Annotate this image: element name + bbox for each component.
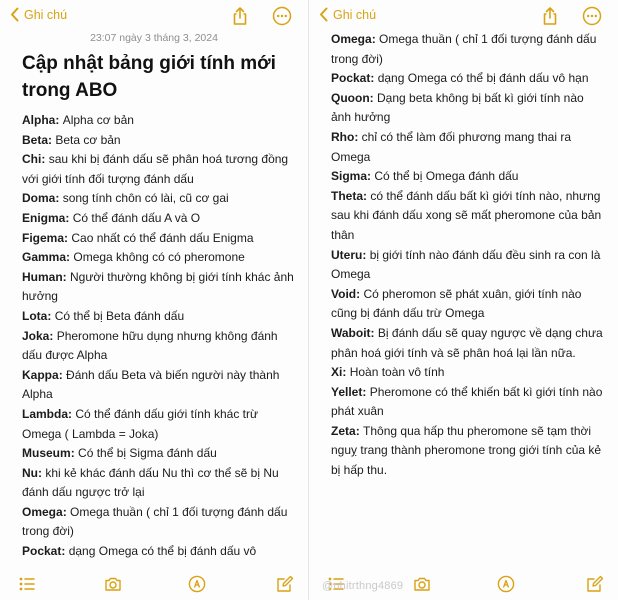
entry-item [22, 111, 294, 131]
entry-description: Người thường không bị giới tính khác ảnh hưởng [22, 269, 294, 304]
more-icon[interactable] [272, 6, 292, 26]
entry-term: Uteru [331, 247, 363, 262]
entry-item [331, 167, 604, 187]
entry-separator: : [70, 446, 79, 461]
checklist-icon[interactable] [18, 575, 36, 593]
entry-description: khi kẻ khác đánh dấu Nu thì cơ thể sẽ bị Nu đánh dấu ngược trở lại [22, 465, 279, 500]
share-icon[interactable] [230, 6, 250, 26]
entry-separator: : [354, 129, 362, 144]
entry-separator: : [369, 90, 377, 105]
entry-separator: : [58, 367, 67, 382]
entry-item [22, 229, 294, 249]
entry-description: bị giới tính nào đánh dấu đều sinh ra con là Omega [331, 247, 601, 282]
entry-description: Có thể bị Omega đánh dấu [374, 169, 519, 184]
compose-icon[interactable] [276, 575, 294, 593]
entry-description: Alpha cơ bản [62, 113, 134, 127]
entry-item [22, 464, 294, 503]
entry-description: Đánh dấu Beta và biến người này thành Alpha [22, 367, 280, 402]
entry-term: Yellet [331, 384, 363, 399]
entry-separator: : [342, 365, 350, 380]
entry-item [22, 131, 294, 151]
back-label: Ghi chú [24, 7, 68, 22]
note-screen-right [309, 0, 618, 600]
entry-term: Alpha [22, 113, 56, 127]
entry-item [331, 422, 604, 481]
entry-item [22, 150, 294, 189]
entry-description: Có thể đánh dấu giới tính khác trừ Omega ( Lambda = Joka) [22, 406, 259, 441]
entry-item [22, 503, 294, 542]
entry-separator: : [47, 308, 55, 323]
entry-description: dạng Omega có thể bị đánh dấu vô hạn [377, 71, 589, 86]
chevron-left-icon [10, 7, 19, 22]
top-bar [0, 0, 308, 32]
entry-description: Hoàn toàn vô tính [349, 365, 445, 380]
entry-term: Pockat [331, 71, 371, 86]
entry-separator: : [370, 71, 378, 86]
entry-term: Lambda [22, 406, 69, 421]
entry-term: Zeta [331, 423, 356, 438]
note-title: Cập nhật bảng giới tính mới trong ABO [22, 53, 276, 101]
entry-separator: : [61, 544, 69, 559]
entry-description: chỉ có thể làm đối phương mang thai ra Omega [331, 129, 572, 164]
entry-separator: : [362, 384, 370, 399]
back-button[interactable] [10, 7, 67, 22]
entry-separator: : [371, 32, 380, 46]
entry-term: Rho [331, 129, 355, 144]
entry-separator: : [64, 230, 72, 245]
entry-item [22, 366, 294, 405]
entry-description: Có thể bị Sigma đánh dấu [78, 446, 217, 461]
entry-item [331, 363, 604, 383]
entry-description: Có pheromon sẽ phát xuân, giới tính nào cũng bị đánh dấu trừ Omega [331, 286, 582, 321]
entry-term: Kappa [22, 367, 59, 382]
entry-item [331, 89, 604, 128]
entry-description: Dạng beta không bị bất kì giới tính nào ảnh hưởng [331, 90, 584, 125]
entry-item [22, 307, 294, 327]
entry-item [331, 324, 604, 363]
entry-description: song tính chôn có lài, cũ cơ gai [62, 191, 229, 206]
top-bar [309, 0, 618, 32]
entry-item [22, 444, 294, 464]
entry-description: Omega thuần ( chỉ 1 đối tượng đánh dấu trong đời) [331, 32, 597, 66]
entry-description: Thông qua hấp thu pheromone sẽ tạm thời nguỵ trang thành pheromone trong giới tính của kẻ bị hấp thu. [331, 423, 602, 478]
note-body[interactable] [22, 50, 294, 562]
entry-separator: : [355, 423, 364, 438]
entry-separator: : [62, 269, 71, 284]
entry-item [22, 327, 294, 366]
entry-separator: : [356, 286, 364, 301]
entry-description: Pheromone hữu dụng nhưng không đánh dấu được Alpha [22, 328, 278, 363]
markup-pen-icon[interactable] [188, 575, 206, 593]
entry-term: Figema [22, 230, 65, 245]
entry-separator: : [66, 250, 74, 265]
entry-separator: : [65, 210, 73, 225]
chevron-left-icon [319, 7, 328, 22]
more-icon[interactable] [582, 6, 602, 26]
entry-description: dạng Omega có thể bị đánh dấu vô [68, 544, 257, 559]
bottom-toolbar [0, 574, 308, 600]
entry-description: sau khi bị đánh dấu sẽ phân hoá tương đồng với giới tính đối tượng đánh dấu [22, 152, 289, 186]
entry-term: Enigma [22, 210, 66, 225]
entry-item [22, 268, 294, 307]
entry-description: Pheromone có thể khiến bất kì giới tính nào phát xuân [331, 384, 603, 419]
camera-icon[interactable] [413, 575, 431, 593]
entry-term: Chi [22, 152, 42, 167]
entry-description: Beta cơ bản [55, 132, 121, 147]
note-body[interactable] [331, 30, 604, 481]
entry-description: Có thể đánh dấu A và O [72, 210, 201, 225]
entry-term: Theta [331, 188, 364, 203]
entry-description: Có thể bị Beta đánh dấu [54, 308, 185, 323]
note-timestamp: 23:07 ngày 3 tháng 3, 2024 [90, 32, 218, 44]
entry-term: Quoon [331, 90, 370, 105]
entry-item [331, 285, 604, 324]
entry-term: Lota [22, 308, 48, 323]
entry-separator: : [48, 132, 56, 147]
camera-icon[interactable] [104, 575, 122, 593]
entry-separator: : [367, 169, 375, 184]
entry-description: có thể đánh dấu bất kì giới tính nào, nhưng sau khi đánh dấu xong sẽ mất pheromone của bản thân [331, 188, 602, 242]
entry-separator: : [363, 188, 371, 203]
entry-term: Museum [22, 446, 71, 461]
markup-pen-icon[interactable] [497, 575, 515, 593]
entry-term: Beta [22, 132, 49, 147]
compose-icon[interactable] [586, 575, 604, 593]
entry-description: Bị đánh dấu sẽ quay ngược về dạng chưa phân hoá giới tính và sẽ phân hoá lại lần nữa. [331, 325, 603, 360]
entry-term: Sigma [331, 169, 368, 184]
entry-term: Pockat [22, 544, 62, 559]
entry-separator: : [55, 191, 63, 206]
entry-item [331, 246, 604, 285]
back-button[interactable] [319, 7, 376, 22]
entry-item [331, 187, 604, 246]
entry-item [22, 248, 294, 268]
entry-term: Human [22, 269, 63, 284]
entry-separator: : [68, 406, 76, 421]
entry-term: Joka [22, 328, 50, 343]
back-label: Ghi chú [333, 7, 377, 22]
entry-term: Omega [22, 504, 63, 519]
entry-term: Waboit [331, 325, 371, 340]
entry-term: Doma [22, 191, 56, 206]
entry-separator: : [370, 325, 378, 340]
entry-item [22, 405, 294, 444]
share-icon[interactable] [540, 6, 560, 26]
entry-term: Nu [22, 465, 38, 480]
entry-separator: : [55, 113, 63, 127]
entry-item [331, 128, 604, 167]
entry-separator: : [41, 152, 49, 167]
entry-separator: : [362, 247, 370, 262]
entry-description: Cao nhất có thể đánh dấu Enigma [71, 230, 254, 245]
entry-term: Void [331, 286, 357, 301]
entry-item [331, 69, 604, 89]
watermark: @nhitrthng4869 [322, 580, 404, 592]
entry-item [22, 542, 294, 562]
entry-item [331, 30, 604, 69]
entry-list [22, 111, 294, 562]
entry-description: Omega không có có pheromone [73, 250, 245, 265]
entry-separator: : [49, 328, 57, 343]
entry-term: Omega [331, 32, 372, 46]
entry-term: Gamma [22, 250, 67, 265]
entry-separator: : [38, 465, 46, 480]
entry-list [331, 30, 604, 481]
entry-item [22, 209, 294, 229]
entry-term: Xi [331, 365, 343, 380]
entry-description: Omega thuần ( chỉ 1 đối tượng đánh dấu trong đời) [22, 504, 288, 539]
entry-item [331, 383, 604, 422]
entry-separator: : [62, 504, 71, 519]
entry-item [22, 189, 294, 209]
